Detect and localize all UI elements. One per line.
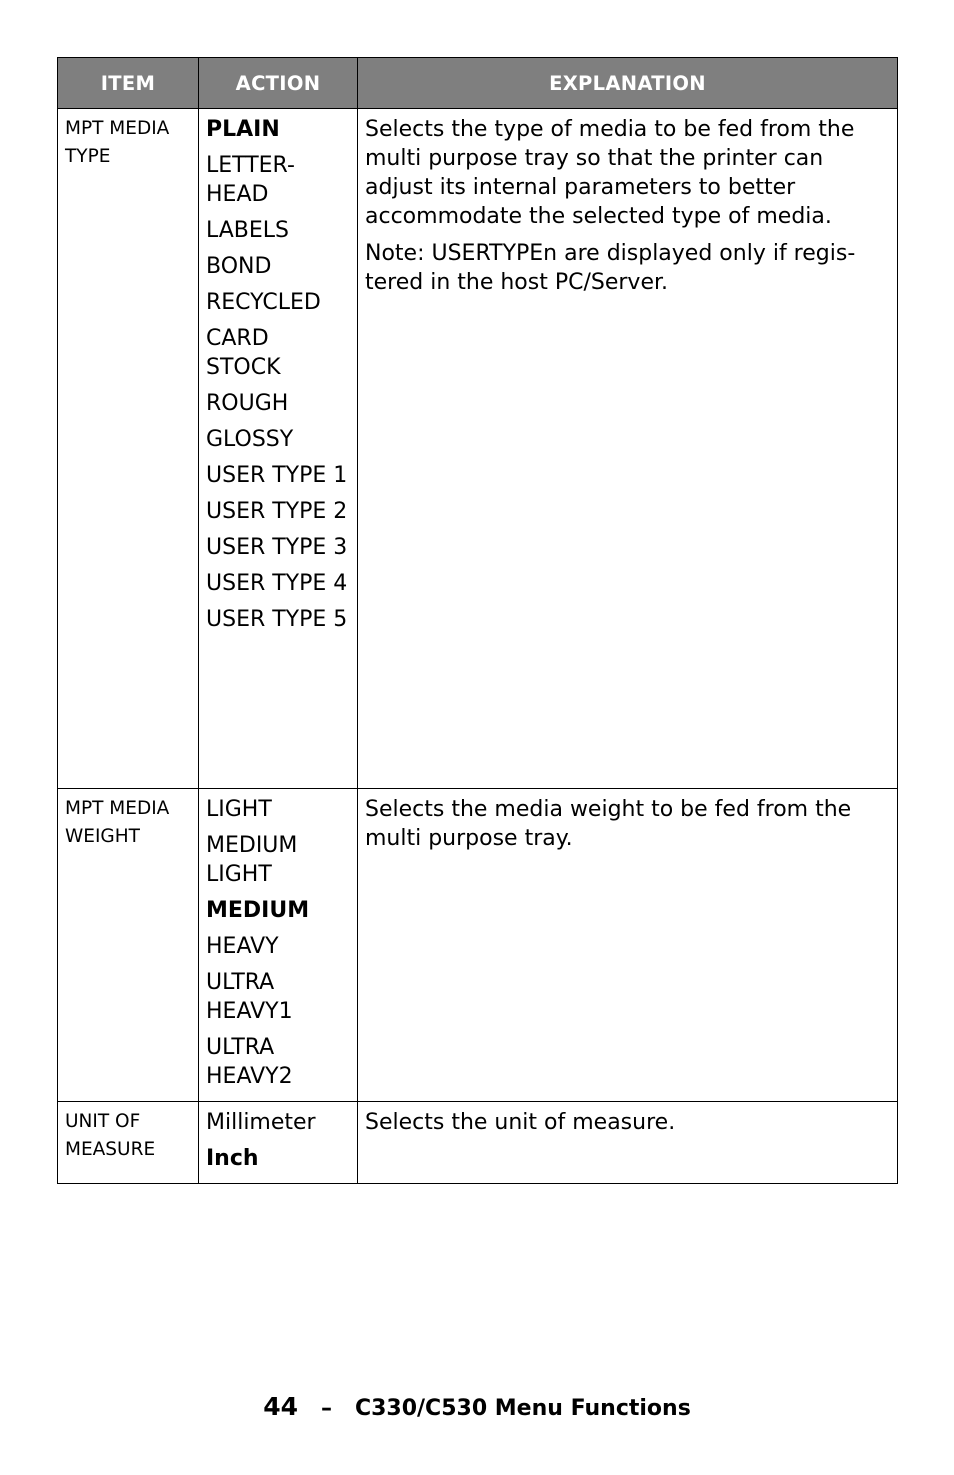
table-row xyxy=(58,789,898,1102)
explanation-note: Note: USERTYPEn are displayed only if regis-tered in the host PC/Server. xyxy=(365,241,856,295)
action-option: MEDIUM LIGHT xyxy=(206,833,298,887)
footer-title: C330/C530 Menu Functions xyxy=(354,1396,691,1421)
action-option: RECYCLED xyxy=(206,290,321,315)
header-explanation: EXPLANATION xyxy=(358,58,898,109)
action-option: LABELS xyxy=(206,218,290,243)
explanation-text: Selects the unit of measure. xyxy=(365,1110,676,1135)
action-option: ULTRA HEAVY2 xyxy=(206,1035,293,1089)
explanation-text: Selects the type of media to be fed from the multi purpose tray so that the printer can adjust its internal parameters to better accommodate the selected type of media. xyxy=(365,117,855,229)
footer-separator: – xyxy=(320,1396,332,1421)
action-option: Millimeter xyxy=(206,1110,316,1135)
action-option: ROUGH xyxy=(206,391,289,416)
action-option: USER TYPE 1 xyxy=(206,463,348,488)
table-row xyxy=(58,1102,898,1184)
item-cell: MPT MEDIA WEIGHT xyxy=(58,789,199,1102)
action-option: CARD STOCK xyxy=(206,326,281,380)
action-option: HEAVY xyxy=(206,934,279,959)
header-item: ITEM xyxy=(58,58,199,109)
action-cell xyxy=(199,1102,358,1184)
action-option: GLOSSY xyxy=(206,427,294,452)
explanation-cell xyxy=(358,1102,898,1184)
action-option: USER TYPE 5 xyxy=(206,607,348,632)
action-option: USER TYPE 3 xyxy=(206,535,348,560)
explanation-cell xyxy=(358,109,898,789)
action-option: USER TYPE 2 xyxy=(206,499,348,524)
item-cell: MPT MEDIA TYPE xyxy=(58,109,199,789)
action-option: BOND xyxy=(206,254,272,279)
action-option: LIGHT xyxy=(206,797,272,822)
menu-functions-table xyxy=(57,57,898,1184)
action-option-default: Inch xyxy=(206,1146,259,1171)
action-option: ULTRA HEAVY1 xyxy=(206,970,293,1024)
action-option-default: MEDIUM xyxy=(206,898,310,923)
explanation-cell xyxy=(358,789,898,1102)
action-cell xyxy=(199,789,358,1102)
header-action: ACTION xyxy=(199,58,358,109)
action-cell xyxy=(199,109,358,789)
item-cell: UNIT OF MEASURE xyxy=(58,1102,199,1184)
page-number: 44 xyxy=(263,1392,298,1421)
explanation-text: Selects the media weight to be fed from the multi purpose tray. xyxy=(365,797,852,851)
action-option: LETTER-HEAD xyxy=(206,153,295,207)
action-option-default: PLAIN xyxy=(206,117,280,142)
table-header-row xyxy=(58,58,898,109)
table-row xyxy=(58,109,898,789)
page-footer xyxy=(0,1392,954,1421)
action-option: USER TYPE 4 xyxy=(206,571,348,596)
